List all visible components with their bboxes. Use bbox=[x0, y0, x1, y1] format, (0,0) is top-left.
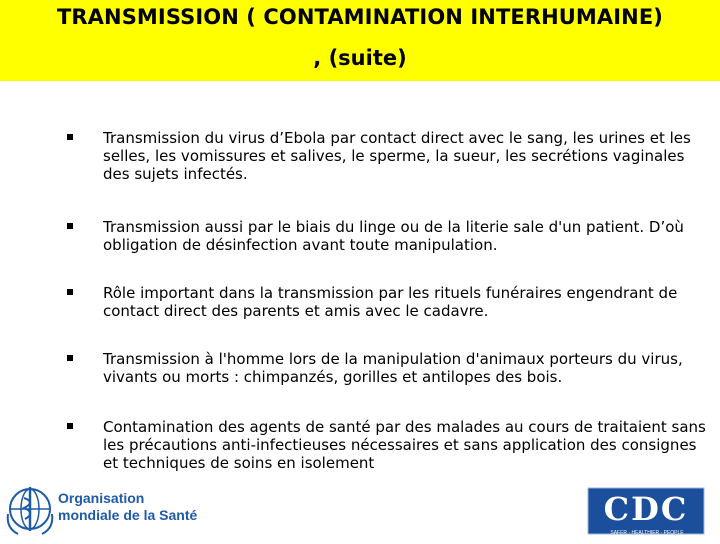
who-name-line2: mondiale de la Santé bbox=[58, 507, 198, 523]
cdc-logo bbox=[586, 486, 710, 540]
bullet-text: Rôle important dans la transmission par les rituels funéraires engendrant de contact direct des parents et amis avec le cadavre. bbox=[103, 284, 678, 320]
bullet-text: Transmission du virus d’Ebola par contact direct avec le sang, les urines et les selles, les vomissures et salives, le sperme, la sueur, les secrétions vaginales des sujets infectés. bbox=[103, 129, 691, 183]
square-bullet-icon bbox=[66, 422, 75, 431]
bullet-text: Transmission à l'homme lors de la manipulation d'animaux porteurs du virus, vivants ou morts : chimpanzés, gorilles et antilopes des bois. bbox=[103, 350, 683, 386]
who-text bbox=[58, 490, 197, 524]
slide-title-line2: , (suite) bbox=[313, 46, 407, 70]
square-bullet-icon bbox=[66, 222, 75, 231]
who-logo bbox=[4, 482, 254, 540]
cdc-tagline: SAFER · HEALTHIER · PEOPLE bbox=[610, 530, 684, 536]
title-band bbox=[0, 0, 720, 81]
bullet-text: Contamination des agents de santé par des malades au cours de traitaient sans les précautions anti-infectieuses nécessaires et sans application des consignes et techniques de soins en isolement bbox=[103, 418, 706, 472]
who-emblem-icon bbox=[4, 484, 56, 538]
square-bullet-icon bbox=[66, 354, 75, 363]
square-bullet-icon bbox=[66, 133, 75, 142]
square-bullet-icon bbox=[66, 288, 75, 297]
slide-title-line1: TRANSMISSION ( CONTAMINATION INTERHUMAINE) bbox=[56, 5, 664, 29]
bullet-text: Transmission aussi par le biais du linge ou de la literie sale d'un patient. D’où obligation de désinfection avant toute manipulation. bbox=[103, 218, 684, 254]
cdc-wordmark: CDC bbox=[603, 490, 689, 528]
who-name-line1: Organisation bbox=[58, 490, 145, 506]
